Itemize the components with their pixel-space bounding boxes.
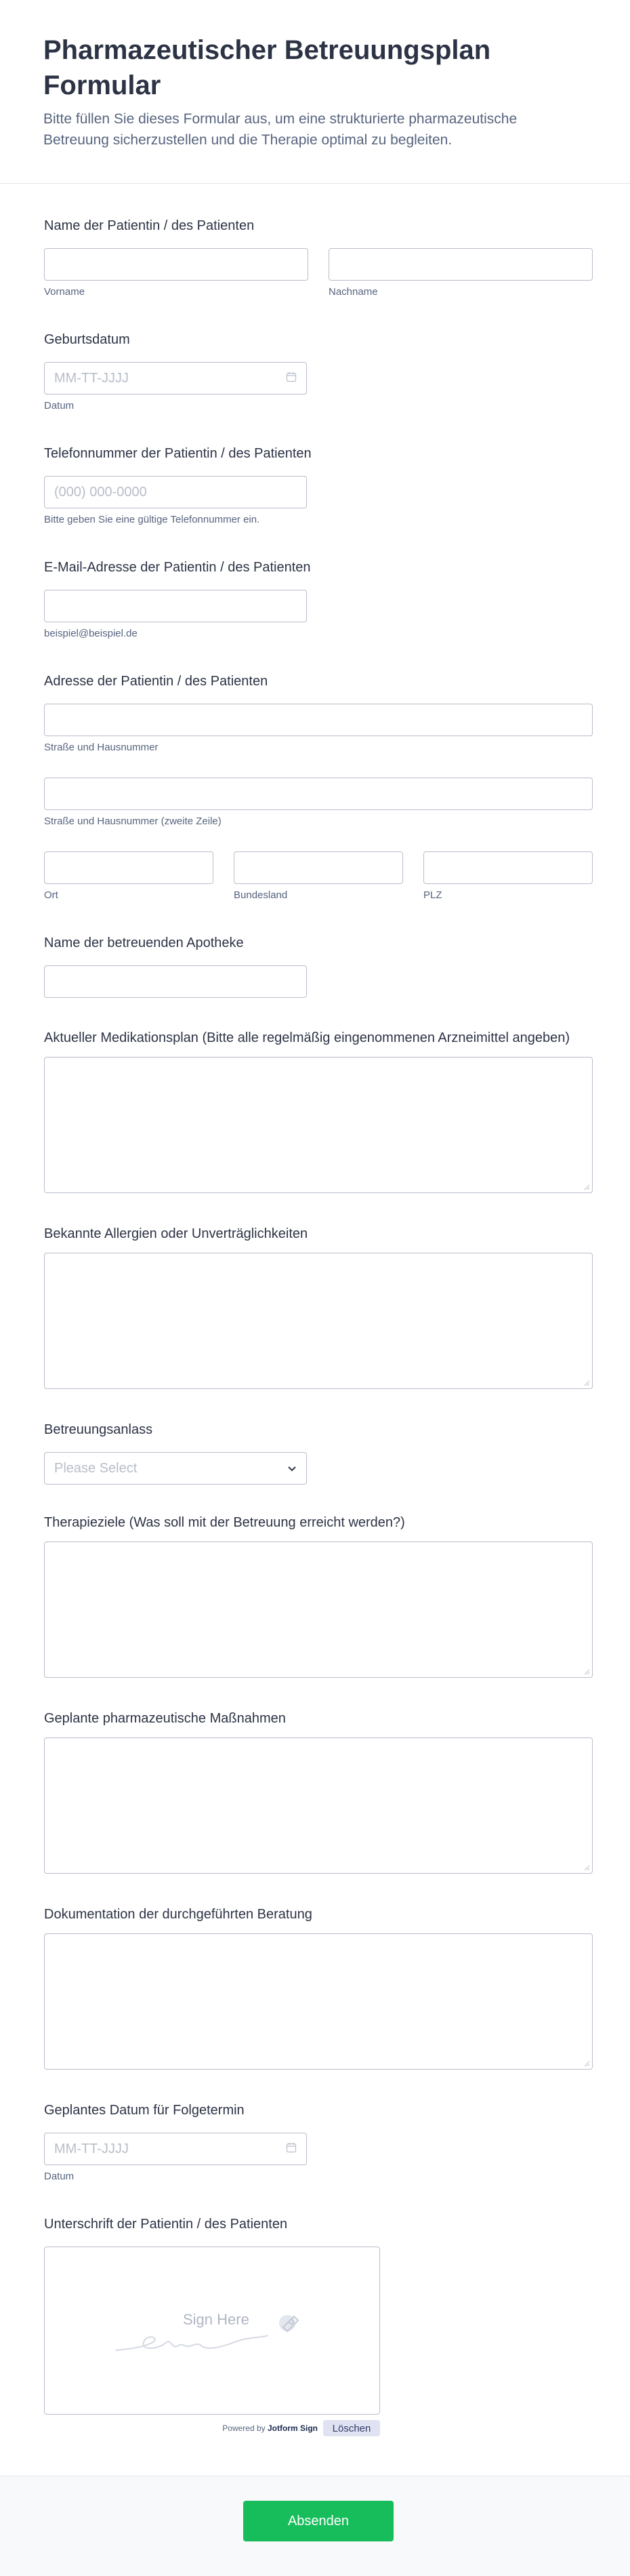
- resize-grip-icon[interactable]: [583, 1864, 590, 1871]
- reason-placeholder: Please Select: [54, 1460, 138, 1476]
- form-subtitle: Bitte füllen Sie dieses Formular aus, um eine strukturierte pharmazeutische Betreuung sicherzustellen und die Therapie optimal zu begleiten.: [43, 111, 518, 148]
- address-label: Adresse der Patientin / des Patienten: [44, 674, 268, 689]
- first-name-sublabel: Vorname: [44, 286, 85, 298]
- medication-field: [44, 1030, 593, 1193]
- first-name-input[interactable]: [44, 248, 308, 281]
- phone-sublabel: Bitte geben Sie eine gültige Telefonnummer ein.: [44, 514, 260, 525]
- powered-by-prefix: Powered by: [222, 2423, 266, 2433]
- measures-label: Geplante pharmazeutische Maßnahmen: [44, 1711, 286, 1726]
- goals-textarea[interactable]: [44, 1542, 593, 1678]
- goals-label: Therapieziele (Was soll mit der Betreuung erreicht werden?): [44, 1515, 405, 1530]
- city-sublabel: Ort: [44, 889, 58, 901]
- patient-name-label: Name der Patientin / des Patienten: [44, 218, 255, 233]
- zip-input[interactable]: [423, 851, 593, 884]
- zip-sublabel: PLZ: [423, 889, 442, 901]
- medication-textarea[interactable]: [44, 1057, 593, 1193]
- phone-field: [44, 445, 593, 525]
- reason-field: [44, 1422, 593, 1485]
- pharmacy-field: [44, 935, 593, 998]
- medication-label: Aktueller Medikationsplan (Bitte alle regelmäßig eingenommenen Arzneimittel angeben): [44, 1030, 570, 1045]
- street-input[interactable]: [44, 704, 593, 736]
- allergies-textarea[interactable]: [44, 1253, 593, 1389]
- signature-pad[interactable]: [44, 2247, 380, 2415]
- signature-field: [44, 2216, 593, 2439]
- birthdate-field: [44, 331, 593, 411]
- pharmacy-label: Name der betreuenden Apotheke: [44, 935, 244, 950]
- email-label: E-Mail-Adresse der Patientin / des Patienten: [44, 560, 311, 575]
- street2-input[interactable]: [44, 778, 593, 810]
- resize-grip-icon[interactable]: [583, 2060, 590, 2067]
- followup-label: Geplantes Datum für Folgetermin: [44, 2103, 245, 2118]
- birthdate-sublabel: Datum: [44, 400, 75, 411]
- phone-input[interactable]: [44, 476, 307, 508]
- reason-label: Betreuungsanlass: [44, 1422, 153, 1437]
- state-input[interactable]: [234, 851, 403, 884]
- patient-name-field: [44, 218, 593, 298]
- measures-field: [44, 1710, 593, 1874]
- email-input[interactable]: [44, 590, 307, 622]
- pharmacy-input[interactable]: [44, 965, 307, 998]
- street2-sublabel: Straße und Hausnummer (zweite Zeile): [44, 816, 222, 827]
- last-name-sublabel: Nachname: [329, 286, 378, 298]
- form-title: Pharmazeutischer Betreuungsplan Formular: [43, 35, 491, 100]
- documentation-label: Dokumentation der durchgeführten Beratung: [44, 1907, 312, 1922]
- resize-grip-icon[interactable]: [583, 1380, 590, 1386]
- resize-grip-icon[interactable]: [583, 1668, 590, 1675]
- allergies-label: Bekannte Allergien oder Unverträglichkeiten: [44, 1226, 308, 1241]
- phone-placeholder: (000) 000-0000: [54, 484, 147, 500]
- email-sublabel: beispiel@beispiel.de: [44, 628, 138, 639]
- address-field: [44, 673, 593, 901]
- submit-button[interactable]: Absenden: [243, 2501, 394, 2541]
- calendar-icon[interactable]: [286, 2141, 297, 2157]
- city-input[interactable]: [44, 851, 213, 884]
- reason-select[interactable]: [44, 1452, 307, 1485]
- powered-by-text: [222, 2423, 318, 2433]
- goals-field: [44, 1514, 593, 1678]
- signature-toolbar: [44, 2417, 380, 2439]
- phone-label: Telefonnummer der Patientin / des Patienten: [44, 446, 312, 461]
- allergies-field: [44, 1226, 593, 1389]
- birthdate-input[interactable]: [44, 362, 307, 395]
- last-name-input[interactable]: [329, 248, 593, 281]
- chevron-down-icon: [287, 1461, 297, 1476]
- resize-grip-icon[interactable]: [583, 1184, 590, 1190]
- calendar-icon[interactable]: [286, 371, 297, 386]
- form-footer: [0, 2476, 630, 2576]
- email-field: [44, 559, 593, 639]
- signature-scribble-icon: [45, 2247, 381, 2415]
- followup-input[interactable]: [44, 2133, 307, 2165]
- state-sublabel: Bundesland: [234, 889, 288, 901]
- documentation-textarea[interactable]: [44, 1933, 593, 2070]
- form-header: [0, 0, 630, 184]
- documentation-field: [44, 1906, 593, 2070]
- street-sublabel: Straße und Hausnummer: [44, 742, 159, 753]
- followup-placeholder: MM-TT-JJJJ: [54, 2141, 129, 2156]
- followup-sublabel: Datum: [44, 2171, 75, 2182]
- measures-textarea[interactable]: [44, 1737, 593, 1874]
- birthdate-placeholder: MM-TT-JJJJ: [54, 370, 129, 386]
- signature-placeholder: Sign Here: [183, 2311, 249, 2328]
- followup-field: [44, 2102, 593, 2182]
- pen-icon: [276, 2307, 303, 2337]
- signature-label: Unterschrift der Patientin / des Patienten: [44, 2217, 288, 2232]
- birthdate-label: Geburtsdatum: [44, 332, 130, 347]
- powered-by-brand: Jotform Sign: [268, 2423, 318, 2433]
- clear-signature-button[interactable]: Löschen: [323, 2420, 380, 2436]
